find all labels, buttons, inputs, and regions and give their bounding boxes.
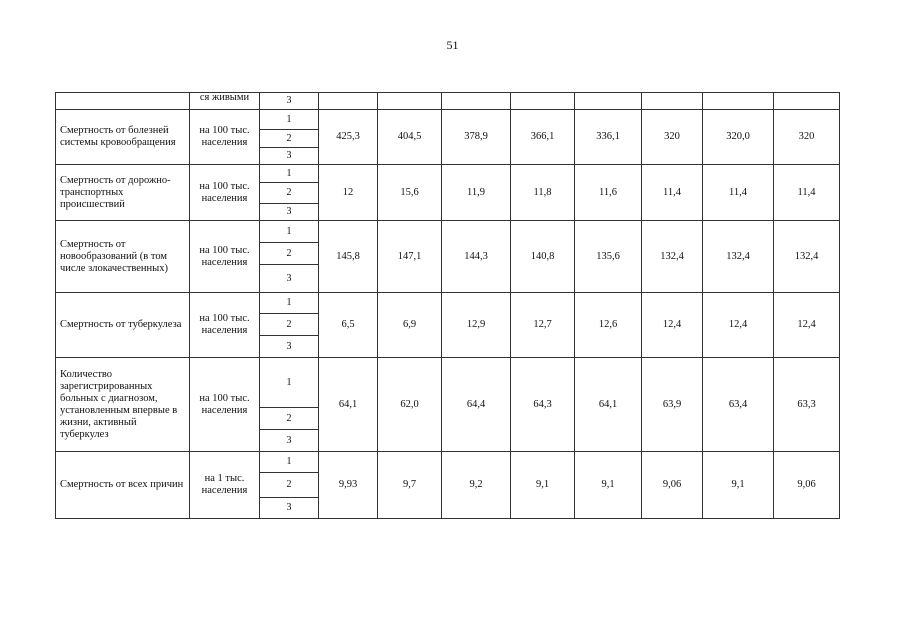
value-cell: 6,5 — [319, 293, 378, 358]
value-cell: 12,9 — [442, 293, 511, 358]
table-body — [56, 93, 840, 519]
value-cell: 320 — [642, 110, 703, 165]
value-cell: 366,1 — [511, 110, 575, 165]
indicator-cell: Смертность от дорожно-транспортных происшествий — [56, 165, 190, 221]
indicator-cell: Количество зарегистрированных больных с диагнозом, установленным впервые в жизни, активный туберкулез — [56, 358, 190, 452]
value-cell: 11,6 — [575, 165, 642, 221]
table-row — [56, 452, 840, 473]
row-number-cell: 3 — [260, 93, 319, 110]
value-cell: 12,4 — [703, 293, 774, 358]
unit-cell: на 1 тыс. населения — [190, 452, 260, 519]
row-number-cell: 3 — [260, 204, 319, 221]
value-cell: 63,3 — [774, 358, 840, 452]
value-cell: 9,1 — [575, 452, 642, 519]
value-cell — [319, 93, 378, 110]
table-row — [56, 221, 840, 243]
row-number-cell: 3 — [260, 265, 319, 293]
unit-cell: на 100 тыс. населения — [190, 110, 260, 165]
value-cell: 147,1 — [378, 221, 442, 293]
unit-cell: на 100 тыс. населения — [190, 293, 260, 358]
value-cell: 9,7 — [378, 452, 442, 519]
value-cell: 140,8 — [511, 221, 575, 293]
row-number-cell: 2 — [260, 183, 319, 204]
value-cell: 63,9 — [642, 358, 703, 452]
row-number-cell: 3 — [260, 336, 319, 358]
row-number-cell: 2 — [260, 473, 319, 498]
row-number-cell: 1 — [260, 221, 319, 243]
value-cell: 9,1 — [511, 452, 575, 519]
unit-cell: на 100 тыс. населения — [190, 358, 260, 452]
value-cell: 404,5 — [378, 110, 442, 165]
indicator-cell: Смертность от новообразований (в том числе злокачественных) — [56, 221, 190, 293]
unit-cell: на 100 тыс. населения — [190, 221, 260, 293]
row-number-cell: 1 — [260, 452, 319, 473]
row-number-cell: 2 — [260, 408, 319, 430]
value-cell: 132,4 — [642, 221, 703, 293]
value-cell: 63,4 — [703, 358, 774, 452]
value-cell: 320,0 — [703, 110, 774, 165]
row-number-cell: 3 — [260, 430, 319, 452]
value-cell: 145,8 — [319, 221, 378, 293]
value-cell: 132,4 — [703, 221, 774, 293]
row-number-cell: 1 — [260, 358, 319, 408]
value-cell: 64,4 — [442, 358, 511, 452]
value-cell: 6,9 — [378, 293, 442, 358]
row-number-cell: 2 — [260, 130, 319, 148]
value-cell: 132,4 — [774, 221, 840, 293]
value-cell: 9,2 — [442, 452, 511, 519]
value-cell: 144,3 — [442, 221, 511, 293]
value-cell: 11,4 — [703, 165, 774, 221]
row-number-cell: 2 — [260, 314, 319, 336]
value-cell — [774, 93, 840, 110]
value-cell: 62,0 — [378, 358, 442, 452]
table-row — [56, 93, 840, 110]
row-number-cell: 1 — [260, 110, 319, 130]
value-cell: 378,9 — [442, 110, 511, 165]
value-cell: 12,4 — [642, 293, 703, 358]
value-cell: 9,93 — [319, 452, 378, 519]
page-number: 51 — [446, 38, 459, 52]
value-cell: 11,9 — [442, 165, 511, 221]
indicator-cell — [56, 93, 190, 110]
value-cell: 9,06 — [642, 452, 703, 519]
value-cell: 425,3 — [319, 110, 378, 165]
indicator-cell: Смертность от болезней системы кровообращения — [56, 110, 190, 165]
value-cell: 11,4 — [642, 165, 703, 221]
row-number-cell: 2 — [260, 243, 319, 265]
table-row — [56, 110, 840, 130]
value-cell: 12,4 — [774, 293, 840, 358]
value-cell — [642, 93, 703, 110]
value-cell: 320 — [774, 110, 840, 165]
value-cell — [575, 93, 642, 110]
row-number-cell: 3 — [260, 498, 319, 519]
value-cell — [442, 93, 511, 110]
value-cell: 64,1 — [575, 358, 642, 452]
row-number-cell: 3 — [260, 148, 319, 165]
unit-cell: ся живыми — [190, 93, 260, 110]
unit-cell: на 100 тыс. населения — [190, 165, 260, 221]
value-cell: 64,3 — [511, 358, 575, 452]
value-cell: 336,1 — [575, 110, 642, 165]
value-cell: 135,6 — [575, 221, 642, 293]
indicator-cell: Смертность от всех причин — [56, 452, 190, 519]
value-cell: 12,6 — [575, 293, 642, 358]
table-row — [56, 358, 840, 408]
value-cell: 11,8 — [511, 165, 575, 221]
indicator-cell: Смертность от туберкулеза — [56, 293, 190, 358]
value-cell: 9,06 — [774, 452, 840, 519]
value-cell: 9,1 — [703, 452, 774, 519]
value-cell — [511, 93, 575, 110]
row-number-cell: 1 — [260, 293, 319, 314]
indicators-table — [55, 92, 840, 519]
value-cell — [703, 93, 774, 110]
value-cell: 15,6 — [378, 165, 442, 221]
table-row — [56, 165, 840, 183]
value-cell: 11,4 — [774, 165, 840, 221]
value-cell: 64,1 — [319, 358, 378, 452]
value-cell: 12,7 — [511, 293, 575, 358]
value-cell: 12 — [319, 165, 378, 221]
table-row — [56, 293, 840, 314]
value-cell — [378, 93, 442, 110]
row-number-cell: 1 — [260, 165, 319, 183]
